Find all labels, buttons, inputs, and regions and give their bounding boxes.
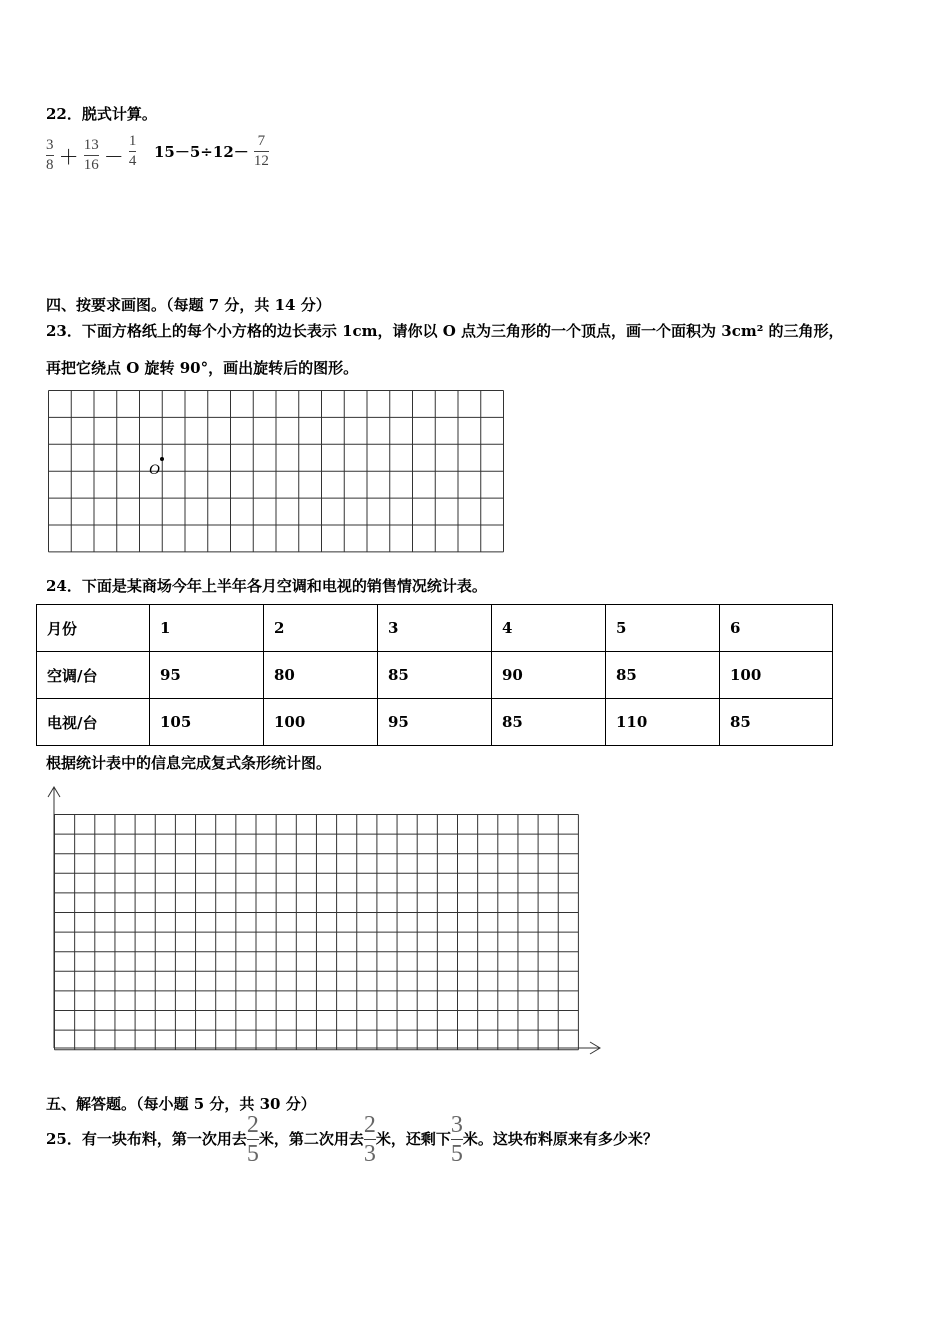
fraction: $\frac{1}{4}$ (128, 133, 137, 169)
q23-text-line-2: 再把它绕点 O 旋转 90°，画出旋转后的图形。 (46, 359, 359, 377)
q25-text-part: 米，还剩下 (375, 1130, 451, 1148)
expression-text: 15－5÷12－ (154, 143, 249, 161)
table-cell: 100 (720, 652, 833, 699)
table-cell: 105 (150, 699, 264, 746)
table-cell: 85 (720, 699, 833, 746)
table-cell: 月份 (37, 605, 150, 652)
table-cell: 电视/台 (37, 699, 150, 746)
table-cell: 90 (492, 652, 606, 699)
table-cell: 85 (606, 652, 720, 699)
q25-text-part: 米。这块布料原来有多少米？ (462, 1130, 658, 1148)
table-cell: 100 (264, 699, 378, 746)
fraction: $\frac{2}{5}$ (246, 1112, 259, 1167)
table-cell: 3 (378, 605, 492, 652)
section-4-heading: 四、按要求画图。（每题 7 分，共 14 分） (46, 296, 331, 314)
table-cell: 95 (150, 652, 264, 699)
fraction: $\frac{13}{16}$ (83, 137, 99, 173)
table-cell: 6 (720, 605, 833, 652)
fraction: $\frac{3}{8}$ (46, 137, 54, 173)
q22-label: 22．脱式计算。 (46, 105, 157, 123)
table-cell: 80 (264, 652, 378, 699)
q25-text-part: 25．有一块布料，第一次用去 (46, 1130, 247, 1148)
table-cell: 2 (264, 605, 378, 652)
table-cell: 4 (492, 605, 606, 652)
q24-instruction: 根据统计表中的信息完成复式条形统计图。 (46, 754, 332, 772)
fraction: $\frac{7}{12}$ (253, 133, 269, 169)
fraction: $\frac{2}{3}$ (363, 1112, 376, 1167)
point-o-label: O (149, 462, 160, 478)
table-cell: 5 (606, 605, 720, 652)
plus-operator: ＋ (58, 145, 79, 169)
table-cell: 空调/台 (37, 652, 150, 699)
q25-text (46, 1113, 658, 1166)
section-5-heading: 五、解答题。（每小题 5 分，共 30 分） (46, 1095, 316, 1113)
q24-intro: 24．下面是某商场今年上半年各月空调和电视的销售情况统计表。 (46, 577, 487, 595)
table-cell: 110 (606, 699, 720, 746)
minus-operator: － (103, 145, 124, 169)
table-cell: 85 (492, 699, 606, 746)
fraction: $\frac{3}{5}$ (450, 1112, 463, 1167)
table-cell: 85 (378, 652, 492, 699)
q23-text-line-1: 23．下面方格纸上的每个小方格的边长表示 1cm，请你以 O 点为三角形的一个顶点，画一个面积为 3cm² 的三角形， (46, 322, 844, 340)
q25-text-part: 米，第二次用去 (258, 1130, 364, 1148)
table-cell: 95 (378, 699, 492, 746)
table-cell: 1 (150, 605, 264, 652)
